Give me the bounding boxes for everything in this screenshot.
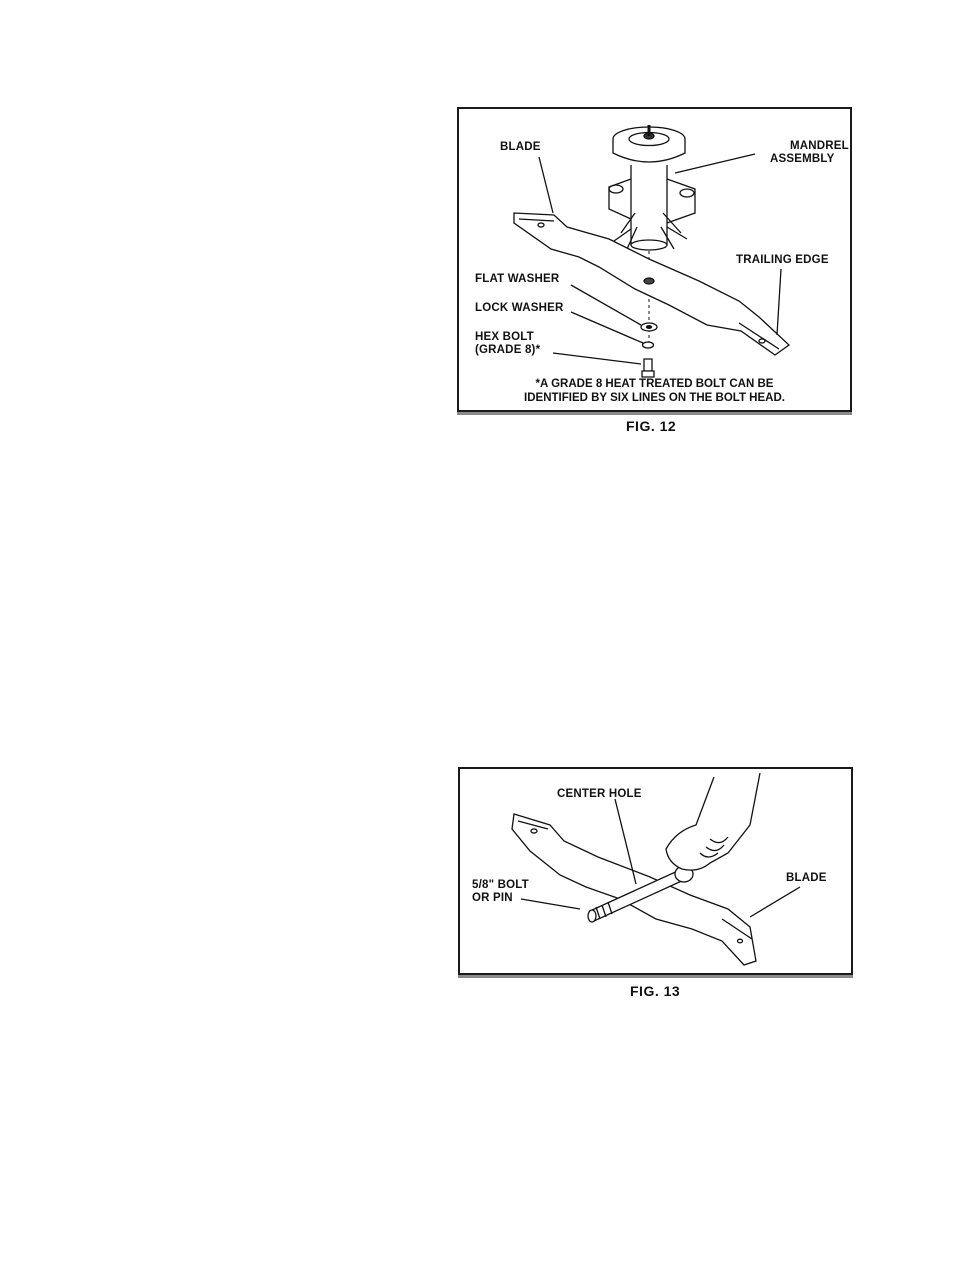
trailing-edge-label: TRAILING EDGE xyxy=(736,254,829,266)
hex-bolt-label-line2: (GRADE 8)* xyxy=(475,344,541,356)
figure-13-panel xyxy=(458,767,853,975)
blade-label: BLADE xyxy=(786,872,827,884)
bolt-pin-label-line1: 5/8" BOLT xyxy=(472,879,529,891)
lock-washer-label: LOCK WASHER xyxy=(475,302,564,314)
grade8-note-line2: IDENTIFIED BY SIX LINES ON THE BOLT HEAD. xyxy=(524,392,785,404)
blade-label: BLADE xyxy=(500,141,541,153)
bolt-pin-label-line2: OR PIN xyxy=(472,892,513,904)
figure-12-caption: FIG. 12 xyxy=(626,418,677,434)
figure-13-bottom-rule xyxy=(458,975,853,978)
figure-12-bottom-rule xyxy=(457,412,852,415)
hex-bolt-label-line1: HEX BOLT xyxy=(475,331,534,343)
flat-washer-label: FLAT WASHER xyxy=(475,273,560,285)
center-hole-label: CENTER HOLE xyxy=(557,788,642,800)
grade8-note-line1: *A GRADE 8 HEAT TREATED BOLT CAN BE xyxy=(535,378,774,390)
mandrel-label-line2: ASSEMBLY xyxy=(770,153,835,165)
blade-balance-diagram xyxy=(460,769,851,973)
figure-13-caption: FIG. 13 xyxy=(630,983,681,999)
mandrel-label-line1: MANDREL xyxy=(790,140,849,152)
figure-12-panel xyxy=(457,107,852,412)
grade8-note xyxy=(469,377,840,405)
